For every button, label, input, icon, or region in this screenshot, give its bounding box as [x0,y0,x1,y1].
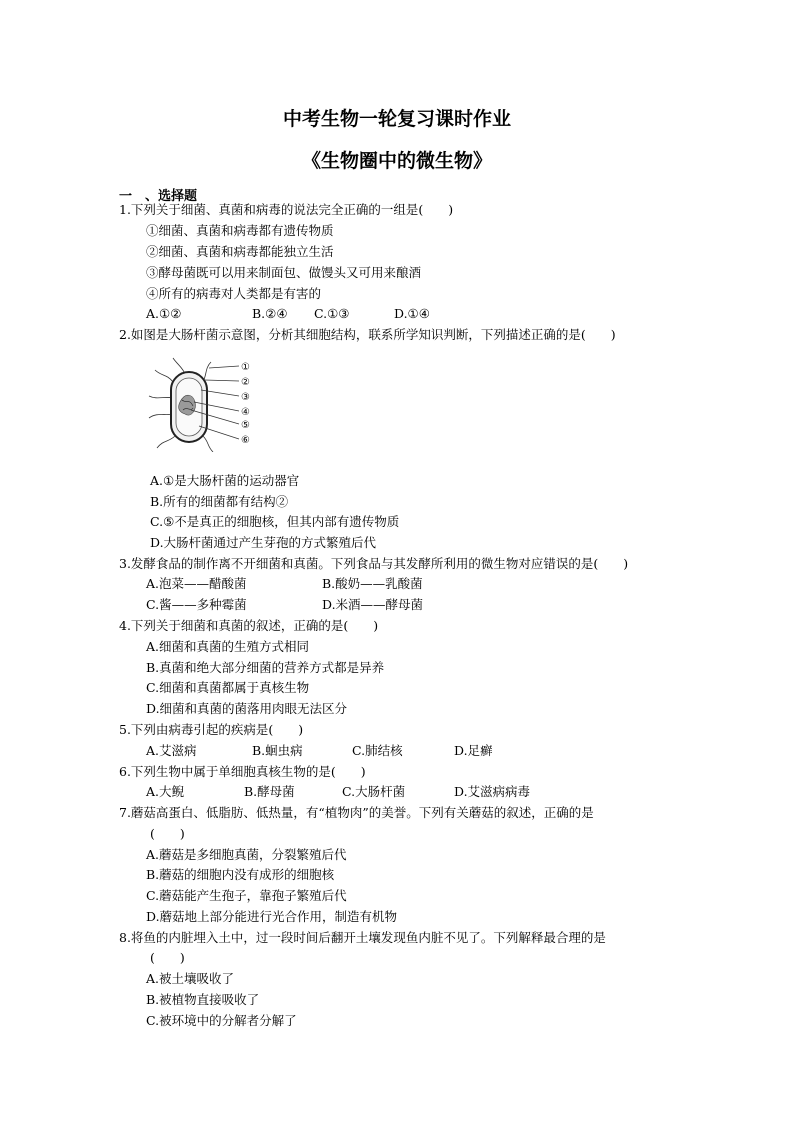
diagram-label-4: ④ [241,407,250,418]
question-3-option-d: D.米酒——酵母菌 [322,597,424,612]
diagram-label-5: ⑤ [241,420,250,431]
question-3-option-b: B.酸奶——乳酸菌 [322,576,423,591]
question-5-option-c: C.肺结核 [352,743,403,758]
question-5-option-b: B.蛔虫病 [252,743,303,758]
diagram-label-2: ② [241,377,250,388]
question-1-option-a: A.①② [146,306,182,321]
question-8-option-c: C.被环境中的分解者分解了 [146,1013,297,1028]
question-8-option-a: A.被土壤吸收了 [146,971,235,986]
question-5-option-d: D.足癣 [454,743,493,758]
diagram-label-6: ⑥ [241,435,250,446]
question-4-option-d: D.细菌和真菌的菌落用肉眼无法区分 [146,701,348,716]
diagram-label-3: ③ [241,392,250,403]
question-6-option-d: D.艾滋病病毒 [454,784,531,799]
question-4-stem: 4.下列关于细菌和真菌的叙述，正确的是( ) [119,618,379,633]
question-3-stem: 3.发酵食品的制作离不开细菌和真菌。下列食品与其发酵所利用的微生物对应错误的是( ) [119,556,629,571]
question-1-option-d: D.①④ [394,306,430,321]
question-4-option-c: C.细菌和真菌都属于真核生物 [146,680,310,695]
question-2-option-b: B.所有的细菌都有结构② [150,494,289,509]
question-6-stem: 6.下列生物中属于单细胞真核生物的是( ) [119,764,366,779]
question-5-option-a: A.艾滋病 [146,743,197,758]
diagram-label-1: ① [241,362,250,373]
question-7-option-c: C.蘑菇能产生孢子，靠孢子繁殖后代 [146,888,347,903]
question-6-option-b: B.酵母菌 [244,784,295,799]
question-7-option-d: D.蘑菇地上部分能进行光合作用，制造有机物 [146,909,398,924]
question-2-option-a: A.①是大肠杆菌的运动器官 [150,473,300,488]
question-4-option-b: B.真菌和绝大部分细菌的营养方式都是异养 [146,660,385,675]
document-subtitle: 《生物圈中的微生物》 [301,150,492,172]
question-8-option-b: B.被植物直接吸收了 [146,992,260,1007]
question-6-option-a: A.大鲵 [146,784,185,799]
question-3-option-a: A.泡菜——醋酸菌 [146,576,247,591]
question-1-option-c: C.①③ [314,306,350,321]
question-7-stem: 7.蘑菇高蛋白、低脂肪、低热量，有“植物肉”的美誉。下列有关蘑菇的叙述，正确的是 [119,805,594,820]
question-8-answer-parens: ( ) [150,950,185,965]
question-1-item-1: ①细菌、真菌和病毒都有遗传物质 [146,223,334,238]
section-heading: 一 、选择题 [119,189,198,204]
question-1-item-3: ③酵母菌既可以用来制面包、做馒头又可用来酿酒 [146,265,422,280]
question-1-option-b: B.②④ [252,306,288,321]
question-1-item-4: ④所有的病毒对人类都是有害的 [146,286,322,301]
question-1-item-2: ②细菌、真菌和病毒都能独立生活 [146,244,334,259]
question-7-option-a: A.蘑菇是多细胞真菌，分裂繁殖后代 [146,847,347,862]
e-coli-diagram [147,356,262,452]
question-7-answer-parens: ( ) [150,826,185,841]
question-8-stem: 8.将鱼的内脏埋入土中，过一段时间后翻开土壤发现鱼内脏不见了。下列解释最合理的是 [119,930,606,945]
question-5-stem: 5.下列由病毒引起的疾病是( ) [119,722,304,737]
question-2-stem: 2.如图是大肠杆菌示意图，分析其细胞结构，联系所学知识判断，下列描述正确的是( ) [119,327,616,342]
question-2-option-c: C.⑤不是真正的细胞核，但其内部有遗传物质 [150,514,400,529]
question-6-option-c: C.大肠杆菌 [342,784,406,799]
question-7-option-b: B.蘑菇的细胞内没有成形的细胞核 [146,867,335,882]
question-4-option-a: A.细菌和真菌的生殖方式相同 [146,639,310,654]
question-2-option-d: D.大肠杆菌通过产生芽孢的方式繁殖后代 [150,535,377,550]
question-1-stem: 1.下列关于细菌、真菌和病毒的说法完全正确的一组是( ) [119,202,454,217]
document-title: 中考生物一轮复习课时作业 [282,108,511,130]
question-3-option-c: C.酱——多种霉菌 [146,597,247,612]
